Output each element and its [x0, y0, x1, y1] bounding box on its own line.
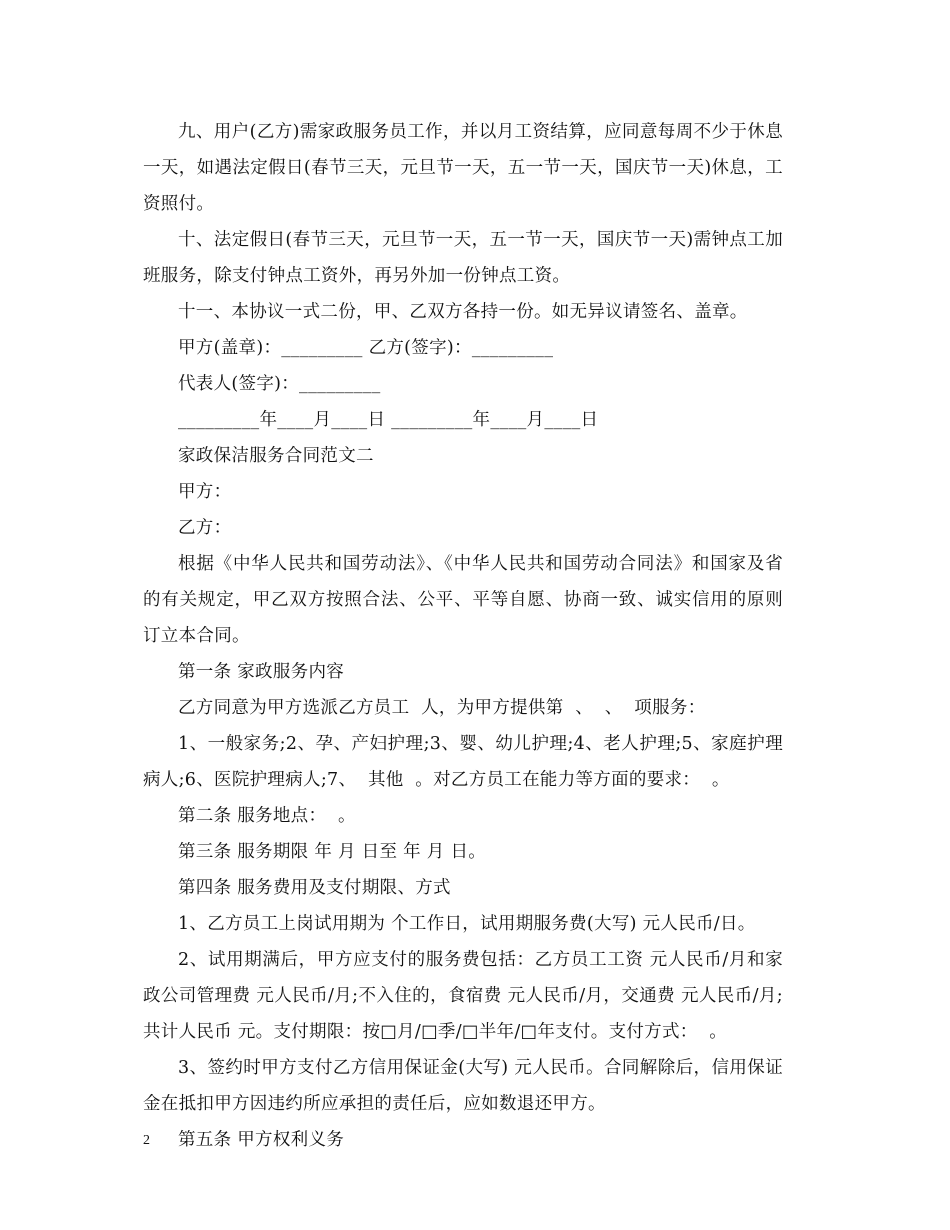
- clause-eleven: 十一、本协议一式二份，甲、乙双方各持一份。如无异议请签名、盖章。: [178, 302, 748, 322]
- article-one-heading: 第一条 家政服务内容: [178, 662, 345, 682]
- article-four-heading: 第四条 服务费用及支付期限、方式: [178, 878, 451, 898]
- article-three-term: 第三条 服务期限 年 月 日至 年 月 日。: [178, 842, 487, 862]
- clause-ten: 十、法定假日(春节三天，元旦节一天，五一节一天，国庆节一天)需钟点工加班服务，除支付钟点工资外，再另外加一份钟点工资。: [143, 230, 783, 286]
- article-two-location: 第二条 服务地点： 。: [178, 806, 356, 826]
- clause-nine: 九、用户(乙方)需家政服务员工作，并以月工资结算，应同意每周不少于休息一天，如遇法定假日(春节三天，元旦节一天，五一节一天，国庆节一天)休息，工资照付。: [143, 122, 783, 214]
- article-four-item-2: 2、试用期满后，甲方应支付的服务费包括：乙方员工工资 元人民币/月和家政公司管理费 元人民币/月;不入住的，食宿费 元人民币/月，交通费 元人民币/月;共计人民币 元。支付期限：按□月/□季/□半年/□年支付。支付方式： 。: [143, 950, 783, 1042]
- article-one-body: 乙方同意为甲方选派乙方员工 人，为甲方提供第 、 、 项服务：: [178, 698, 706, 718]
- article-four-item-3: 3、签约时甲方支付乙方信用保证金(大写) 元人民币。合同解除后，信用保证金在抵扣甲方因违约所应承担的责任后，应如数退还甲方。: [143, 1058, 783, 1114]
- article-five-heading: 第五条 甲方权利义务: [178, 1130, 345, 1150]
- service-list: 1、一般家务;2、孕、产妇护理;3、婴、幼儿护理;4、老人护理;5、家庭护理病人;6、医院护理病人;7、 其他 。对乙方员工在能力等方面的要求： 。: [143, 734, 783, 790]
- page-number: 2: [143, 1133, 150, 1148]
- contract-template-title: 家政保洁服务合同范文二: [178, 446, 374, 466]
- article-four-item-1: 1、乙方员工上岗试用期为 个工作日，试用期服务费(大写) 元人民币/日。: [178, 914, 756, 934]
- signature-line-representative: 代表人(签字)：_________: [178, 374, 381, 394]
- signature-date-line: _________年____月____日 _________年____月____日: [178, 410, 599, 430]
- contract-preamble: 根据《中华人民共和国劳动法》、《中华人民共和国劳动合同法》和国家及省的有关规定，甲乙双方按照合法、公平、平等自愿、协商一致、诚实信用的原则订立本合同。: [143, 554, 783, 646]
- signature-line-parties: 甲方(盖章)：_________ 乙方(签字)：_________: [178, 338, 554, 358]
- document-body: [143, 114, 783, 1158]
- party-a-label: 甲方：: [178, 482, 232, 502]
- party-b-label: 乙方：: [178, 518, 232, 538]
